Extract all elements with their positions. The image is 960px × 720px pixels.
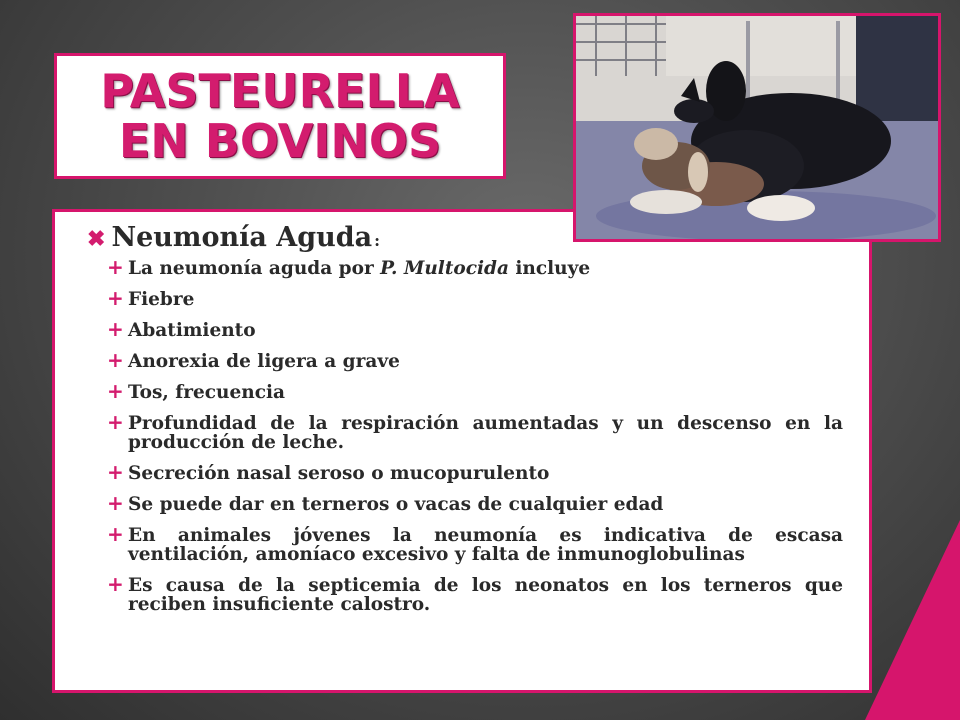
item-text: Se puede dar en terneros o vacas de cualquier edad (128, 494, 664, 515)
plus-bullet-icon: + (107, 410, 124, 434)
item-text: Fiebre (128, 289, 195, 310)
list-item (107, 491, 843, 515)
item-text: Profundidad de la respiración aumentadas y un descenso en la producción de leche. (128, 413, 843, 453)
plus-bullet-icon: + (107, 317, 124, 341)
plus-bullet-icon: + (107, 379, 124, 403)
item-text: Secreción nasal seroso o mucopurulento (128, 463, 550, 484)
item-text-italic: P. Multocida (380, 258, 509, 279)
item-text: Anorexia de ligera a grave (128, 351, 400, 372)
plus-bullet-icon: + (107, 348, 124, 372)
item-text-post: incluye (508, 258, 591, 279)
plus-bullet-icon: + (107, 491, 124, 515)
item-text: Es causa de la septicemia de los neonatos en los terneros que reciben insuficiente calostro. (128, 575, 843, 615)
list-item (107, 348, 843, 372)
corner-decoration (865, 520, 960, 720)
plus-bullet-icon: + (107, 286, 124, 310)
list-item (107, 572, 843, 615)
list-item (107, 379, 843, 403)
symptom-list (87, 255, 843, 615)
sick-calf-photo (573, 13, 941, 242)
list-item (107, 286, 843, 310)
heading-colon: : (374, 231, 381, 250)
item-text: Tos, frecuencia (128, 382, 285, 403)
plus-bullet-icon: + (107, 255, 124, 279)
heading-text: Neumonía Aguda (111, 222, 373, 253)
list-item (107, 317, 843, 341)
item-text: En animales jóvenes la neumonía es indicativa de escasa ventilación, amoníaco excesivo y falta de inmunoglobulinas (128, 525, 843, 565)
cross-bullet-icon: ✖ (87, 226, 106, 252)
title-line-1: PASTEURELLA (100, 64, 460, 118)
list-item (107, 410, 843, 453)
item-text-pre: La neumonía aguda por (128, 258, 381, 279)
content-box (52, 209, 872, 693)
list-item (107, 255, 843, 279)
title-line-2: EN BOVINOS (118, 114, 442, 168)
list-item (107, 460, 843, 484)
list-item (107, 522, 843, 565)
sick-calf-illustration (576, 16, 938, 239)
item-text: Abatimiento (128, 320, 256, 341)
plus-bullet-icon: + (107, 572, 124, 596)
plus-bullet-icon: + (107, 460, 124, 484)
plus-bullet-icon: + (107, 522, 124, 546)
title-box (54, 53, 506, 179)
